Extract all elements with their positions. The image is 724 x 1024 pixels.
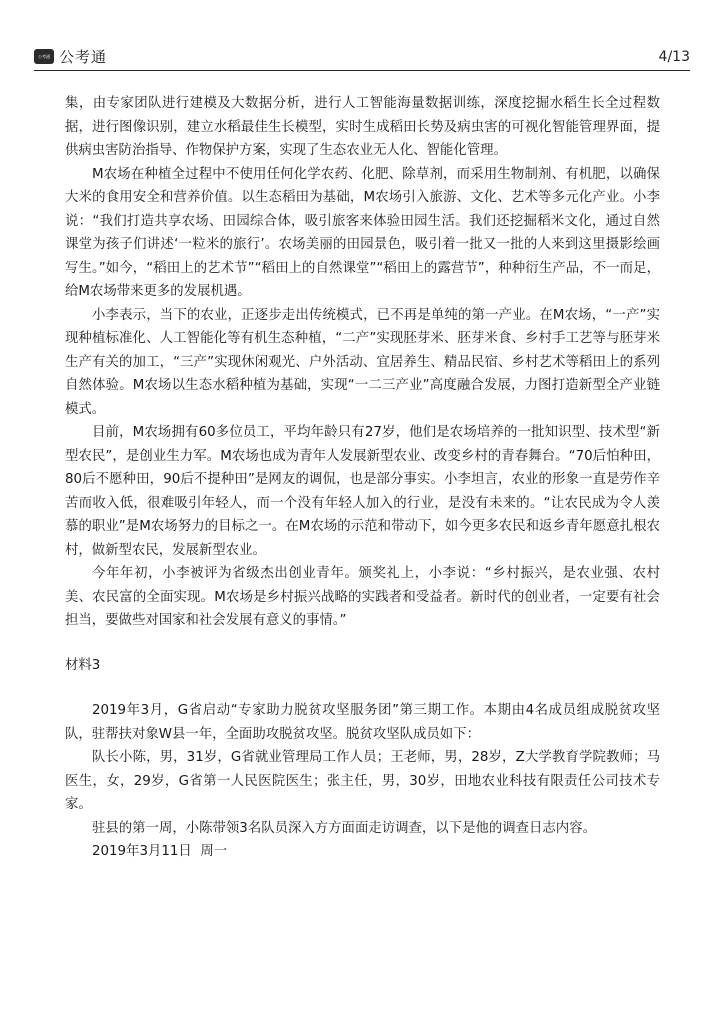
page-number: 4/13 <box>658 49 690 65</box>
paragraph: 小李表示，当下的农业，正逐步走出传统模式，已不再是单纯的第一产业。在M农场，“一产”实现种植标准化、人工智能化等有机生态种植，“二产”实现胚芽米、胚芽米食、乡村手工艺等与胚芽米生产有关的加工，“三产”实现休闲观光、户外活动、宜居养生、精品民宿、乡村艺术等稻田上的系列自然体验。M农场以生态水稻种植为基础，实现“一二三产业”高度融合发展，力图打造新型全产业链模式。 <box>65 307 660 417</box>
section-title: 材料3 <box>65 657 101 673</box>
paragraph: 驻县的第一周，小陈带领3名队员深入方方面面走访调查，以下是他的调查日志内容。 <box>92 820 596 836</box>
paragraph: 今年年初，小李被评为省级杰出创业青年。颁奖礼上，小李说：“乡村振兴，是农业强、农村美、农民富的全面实现。M农场是乡村振兴战略的实践者和受益者。新时代的创业者，一定要有社会担当，要做些对国家和社会发展有意义的事情。” <box>65 566 660 628</box>
document-body <box>65 92 660 864</box>
paragraph: 目前，M农场拥有60多位员工，平均年龄只有27岁，他们是农场培养的一批知识型、技术型“新型农民”，是创业生力军。M农场也成为青年人发展新型农业、改变乡村的青春舞台。“70后怕种田，80后不愿种田，90后不提种田”是网友的调侃，也是部分事实。小李坦言，农业的形象一直是劳作辛苦而收入低，很难吸引年轻人，而一个没有年轻人加入的行业，是没有未来的。“让农民成为令人羡慕的职业”是M农场努力的目标之一。在M农场的示范和带动下，如今更多农民和返乡青年愿意扎根农村，做新型农民，发展新型农业。 <box>65 425 660 558</box>
paragraph: M农场在种植全过程中不使用任何化学农药、化肥、除草剂，而采用生物制剂、有机肥，以确保大米的食用安全和营养价值。以生态稻田为基础，M农场引入旅游、文化、艺术等多元化产业。小李说：“我们打造共享农场、田园综合体，吸引旅客来体验田园生活。我们还挖掘稻米文化，通过自然课堂为孩子们讲述‘一粒米的旅行’。农场美丽的田园景色，吸引着一批又一批的人来到这里摄影绘画写生。”如今，“稻田上的艺术节”“稻田上的自然课堂”“稻田上的露营节”，种种衍生产品，不一而足，给M农场带来更多的发展机遇。 <box>65 166 660 299</box>
logo-badge-icon: 公考通 <box>34 49 54 64</box>
brand-logo <box>34 46 107 67</box>
paragraph-continued: 集，由专家团队进行建模及大数据分析，进行人工智能海量数据训练，深度挖掘水稻生长全过程数据，进行图像识别，建立水稻最佳生长模型，实时生成稻田长势及病虫害的可视化智能管理界面，提供病虫害防治指导、作物保护方案，实现了生态农业无人化、智能化管理。 <box>65 96 660 158</box>
log-date: 2019年3月11日 周一 <box>92 844 228 859</box>
brand-name: 公考通 <box>59 48 108 66</box>
paragraph: 2019年3月，G省启动“专家助力脱贫攻坚服务团”第三期工作。本期由4名成员组成脱贫攻坚队，驻帮扶对象W县一年，全面助攻脱贫攻坚。脱贫攻坚队成员如下： <box>65 703 660 742</box>
page-header <box>34 44 690 71</box>
paragraph: 队长小陈，男，31岁，G省就业管理局工作人员；王老师，男，28岁，Z大学教育学院教师；马医生，女，29岁，G省第一人民医院医生；张主任，男，30岁，田地农业科技有限责任公司技术专家。 <box>65 750 660 812</box>
